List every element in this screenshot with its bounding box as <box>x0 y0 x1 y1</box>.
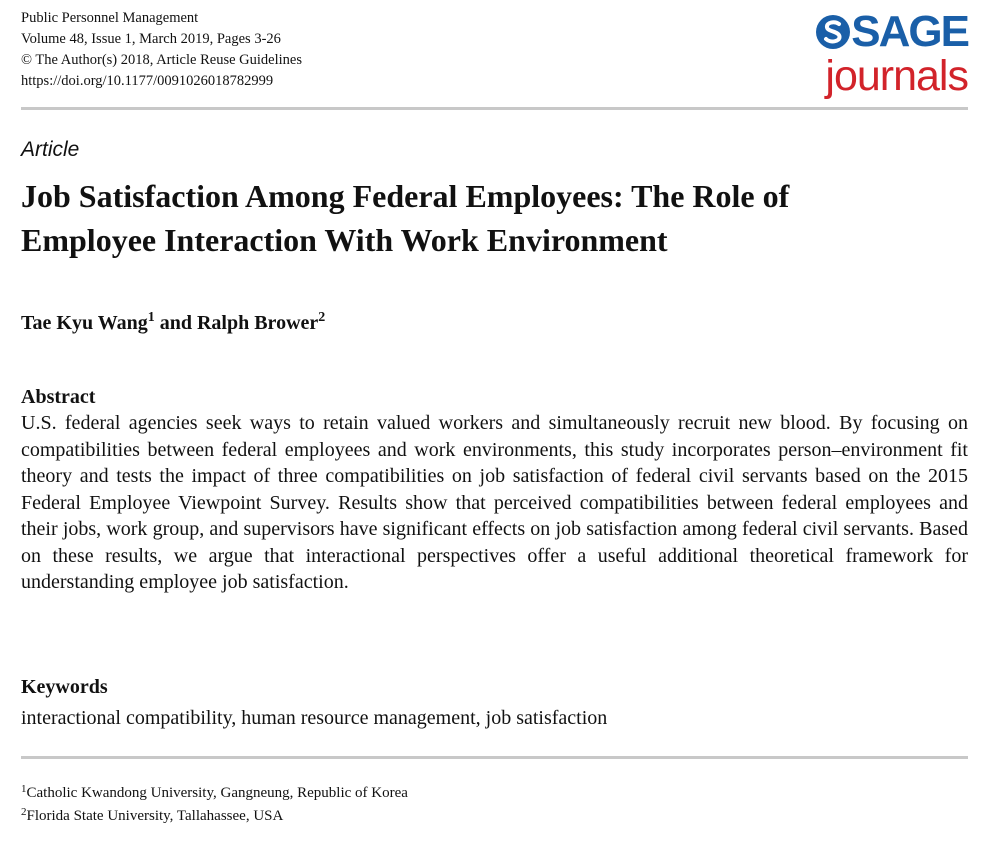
article-title: Job Satisfaction Among Federal Employees: The Role of Employee Interaction With Work Environment <box>21 178 790 258</box>
affiliation-text: Catholic Kwandong University, Gangneung, Republic of Korea <box>26 785 408 801</box>
article-type-label: Article <box>21 138 80 161</box>
affiliation-footnotes <box>21 782 408 828</box>
article-page <box>21 0 968 848</box>
abstract-heading: Abstract <box>21 386 96 408</box>
sage-s-icon <box>816 15 850 49</box>
affiliation-mark: 1 <box>21 783 27 795</box>
keywords-text: interactional compatibility, human resource management, job satisfaction <box>21 707 608 729</box>
keywords-heading: Keywords <box>21 676 108 698</box>
affiliation-mark: 2 <box>21 806 27 818</box>
journals-brand-text: journals <box>825 52 968 100</box>
doi-link[interactable]: https://doi.org/10.1177/0091026018782999 <box>21 73 274 89</box>
author-joiner: and <box>159 312 192 334</box>
header-divider <box>21 107 968 110</box>
copyright-line[interactable]: © The Author(s) 2018, Article Reuse Guidelines <box>21 52 302 68</box>
affiliation-mark: 1 <box>147 310 155 325</box>
abstract-text: U.S. federal agencies seek ways to retain valued workers and simultaneously recruit new blood. By focusing on compatibilities between federal employees and work environments, this study incorporates person–environment fit theory and tests the impact of three compatibilities on job satisfaction of federal civil servants based on the 2015 Federal Employee Viewpoint Survey. Results show that perceived compatibilities between federal employees and their jobs, work group, and supervisors have significant effects on job satisfaction among federal civil servants. Based on these results, we argue that interactional perspectives offer a useful additional theoretical framework for understanding employee job satisfaction. <box>21 412 968 593</box>
journal-volume: Volume 48, Issue 1, March 2019, Pages 3-26 <box>21 31 281 47</box>
author-name[interactable]: Ralph Brower <box>196 312 319 334</box>
author-name[interactable]: Tae Kyu Wang <box>21 312 148 334</box>
journal-name: Public Personnel Management <box>21 10 199 26</box>
sage-journals-logo[interactable] <box>808 8 968 104</box>
journal-info <box>21 8 302 92</box>
sage-brand-text: SAGE <box>851 7 968 56</box>
affiliation-mark: 2 <box>318 310 326 325</box>
affiliation-item <box>21 782 408 805</box>
affiliation-text: Florida State University, Tallahassee, USA <box>26 808 284 824</box>
author-list <box>21 309 325 337</box>
footnote-divider <box>21 756 968 759</box>
affiliation-item <box>21 805 408 828</box>
